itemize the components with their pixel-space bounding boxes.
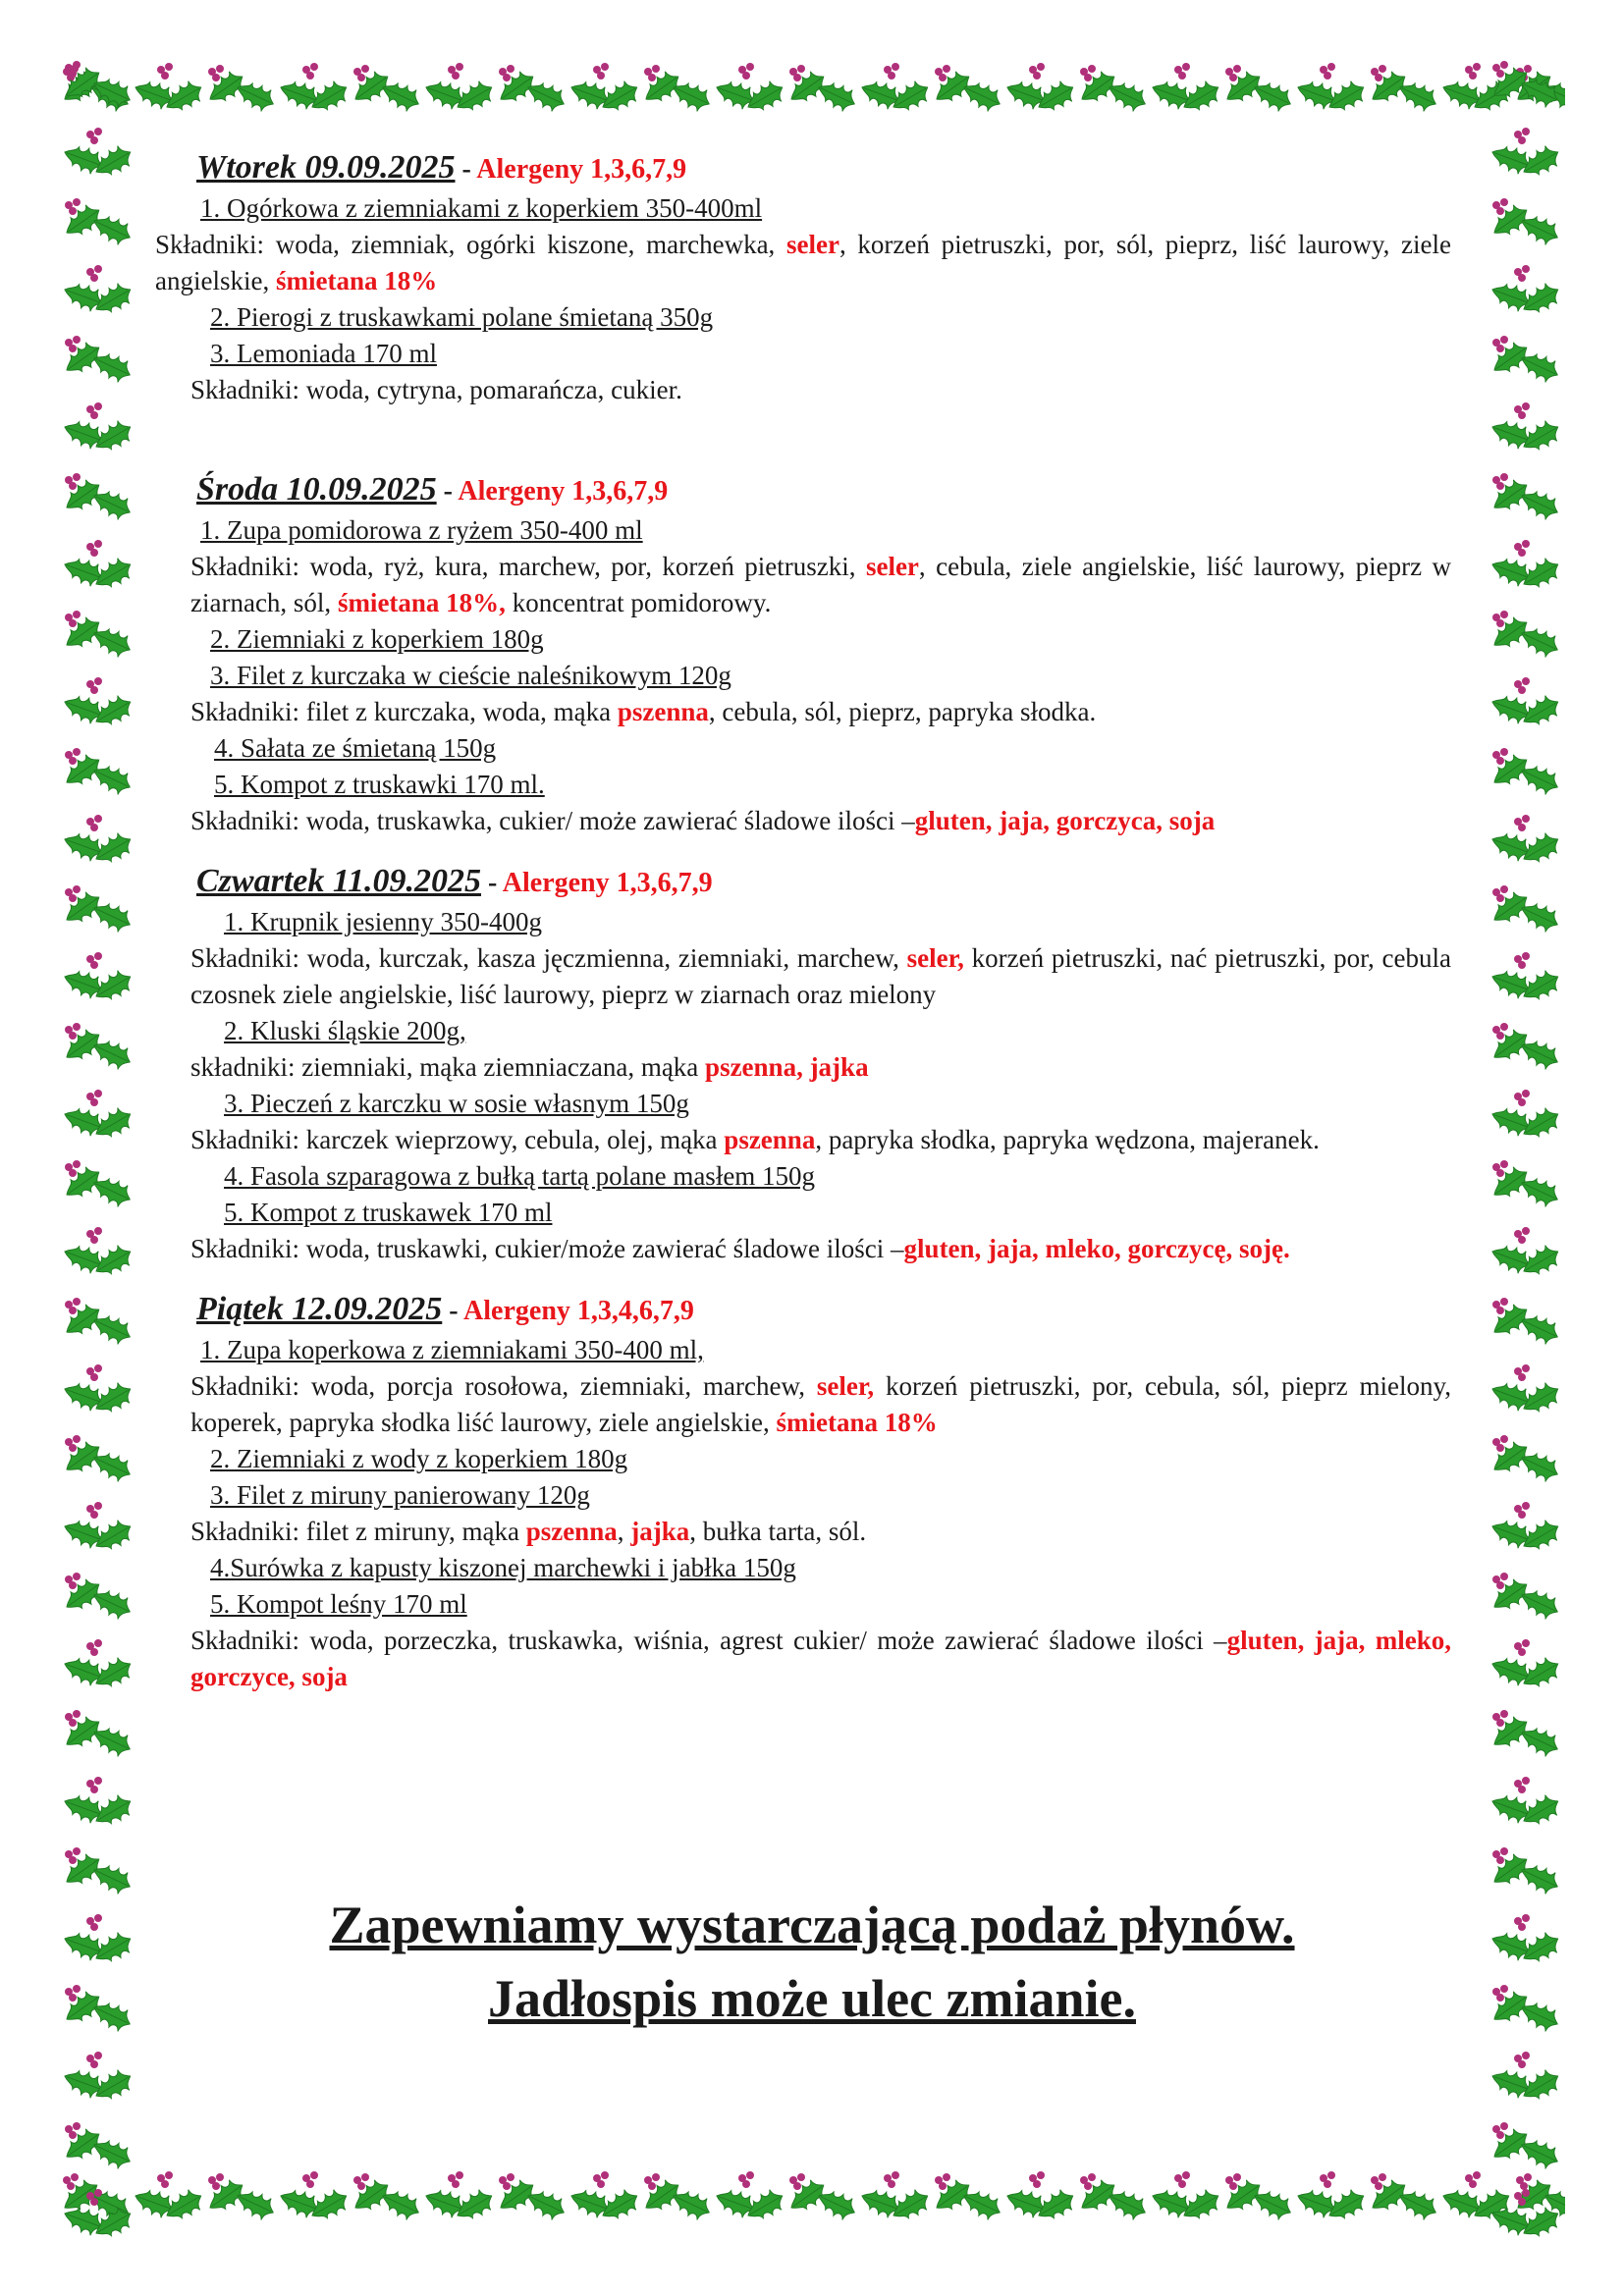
dish-name: 4. Sałata ze śmietaną 150g: [214, 733, 497, 763]
ingredient-segment: koncentrat pomidorowy.: [505, 588, 772, 617]
holly-leaf-icon: [132, 58, 210, 127]
footer-menu-change-note: Jadłospis może ulec zmianie.: [488, 1969, 1136, 2028]
holly-leaf-icon: [1489, 879, 1565, 947]
holly-leaf-icon: [61, 1016, 137, 1085]
holly-leaf-icon: [1489, 1085, 1565, 1153]
holly-leaf-icon: [1003, 58, 1082, 127]
ingredients-text: [175, 1049, 1451, 1086]
allergen-highlight: pszenna: [724, 1125, 816, 1154]
allergens-label: Alergeny 1,3,6,7,9: [458, 476, 669, 507]
dash-separator: -: [480, 868, 503, 898]
ingredients-text: [155, 227, 1451, 299]
holly-leaf-icon: [1294, 58, 1373, 127]
holly-leaf-icon: [61, 54, 137, 123]
holly-leaf-icon: [858, 2166, 937, 2235]
ingredient-segment: , korzeń pietruszki, por, sól, pieprz, liść laurowy, ziele angielskie,: [155, 230, 1451, 295]
dish-name: 3. Filet z miruny panierowany 120g: [210, 1480, 590, 1510]
allergen-highlight: śmietana 18%,: [337, 588, 506, 617]
holly-leaf-icon: [1489, 191, 1565, 260]
ingredient-segment: , cebula, ziele angielskie, liść laurowy, pieprz w ziarnach, sól,: [190, 552, 1452, 617]
dish-item: [175, 190, 1451, 227]
holly-leaf-icon: [568, 2166, 646, 2235]
holly-leaf-icon: [1076, 2166, 1155, 2235]
day-section: [175, 467, 1451, 839]
holly-leaf-icon: [1149, 2166, 1227, 2235]
dish-item: [175, 1013, 1451, 1049]
holly-leaf-icon: [1489, 604, 1565, 672]
holly-leaf-icon: [1489, 260, 1565, 329]
dish-item: [175, 658, 1451, 694]
holly-leaf-icon: [1489, 2115, 1565, 2184]
holly-leaf-icon: [422, 2166, 501, 2235]
holly-leaf-icon: [1489, 1497, 1565, 1566]
ingredient-segment: korzeń pietruszki, nać pietruszki, por, cebula czosnek ziele angielskie, liść laurowy, pieprz w ziarnach oraz mielony: [190, 943, 1452, 1009]
holly-leaf-icon: [61, 535, 137, 604]
holly-leaf-icon: [1489, 1772, 1565, 1841]
dash-separator: -: [436, 476, 459, 507]
holly-leaf-icon: [132, 2166, 210, 2235]
day-title: Środa 10.09.2025: [196, 471, 437, 507]
holly-leaf-icon: [1489, 329, 1565, 398]
holly-leaf-icon: [61, 1497, 137, 1566]
ingredient-segment: Składniki: karczek wieprzowy, cebula, olej, mąka: [190, 1125, 725, 1154]
ingredients-text: [175, 549, 1451, 621]
dish-name: 2. Kluski śląskie 200g,: [224, 1016, 466, 1045]
holly-leaf-icon: [785, 2166, 864, 2235]
holly-leaf-icon: [61, 1634, 137, 1703]
ingredients-text: [175, 803, 1451, 839]
holly-leaf-icon: [61, 2115, 137, 2184]
holly-leaf-icon: [61, 2047, 137, 2115]
holly-leaf-icon: [204, 2166, 283, 2235]
holly-leaf-icon: [350, 2166, 428, 2235]
holly-leaf-icon: [1489, 535, 1565, 604]
holly-leaf-icon: [1489, 1360, 1565, 1428]
holly-leaf-icon: [495, 58, 573, 127]
holly-leaf-icon: [858, 58, 937, 127]
holly-leaf-icon: [1221, 2166, 1300, 2235]
holly-leaf-icon: [1489, 1016, 1565, 1085]
day-section: [175, 859, 1451, 1267]
holly-leaf-icon: [1489, 672, 1565, 741]
dish-name: 4.Surówka z kapusty kiszonej marchewki i jabłka 150g: [210, 1553, 796, 1582]
allergen-highlight: jajka: [630, 1517, 690, 1546]
dash-separator: -: [455, 154, 477, 185]
dish-name: 5. Kompot z truskawki 170 ml.: [214, 770, 545, 799]
ingredients-text: [175, 940, 1451, 1013]
day-header: [175, 467, 1451, 512]
dish-item: [175, 1477, 1451, 1514]
allergens-label: Alergeny 1,3,4,6,7,9: [463, 1296, 694, 1326]
dish-name: 3. Filet z kurczaka w cieście naleśnikowym 120g: [210, 661, 731, 690]
holly-leaf-icon: [1489, 2184, 1565, 2241]
holly-leaf-icon: [61, 1222, 137, 1291]
dish-name: 2. Ziemniaki z wody z koperkiem 180g: [210, 1444, 628, 1473]
ingredients-text: [175, 372, 1451, 408]
allergen-highlight: seler,: [906, 943, 964, 973]
ingredients-text: [175, 1514, 1451, 1550]
dish-name: 4. Fasola szparagowa z bułką tartą polane masłem 150g: [224, 1161, 816, 1191]
holly-leaf-icon: [1149, 58, 1227, 127]
allergen-highlight: seler: [786, 230, 839, 259]
holly-leaf-icon: [61, 2184, 137, 2241]
footer-fluids-note: Zapewniamy wystarczającą podaż płynów.: [329, 1896, 1295, 1954]
ingredient-segment: korzeń pietruszki, por, cebula, sól, pieprz mielony, koperek, papryka słodka liść laurowy, ziele angielskie,: [190, 1371, 1451, 1437]
holly-leaf-icon: [568, 58, 646, 127]
day-header: [175, 1287, 1451, 1332]
allergen-highlight: pszenna, jajka: [705, 1052, 869, 1082]
holly-leaf-icon: [204, 58, 283, 127]
holly-leaf-icon: [61, 947, 137, 1016]
holly-leaf-icon: [61, 1153, 137, 1222]
day-header: [175, 145, 1451, 190]
allergens-label: Alergeny 1,3,6,7,9: [476, 154, 687, 185]
allergen-highlight: pszenna: [617, 697, 709, 726]
holly-leaf-icon: [1221, 58, 1300, 127]
ingredients-text: [175, 694, 1451, 730]
holly-leaf-icon: [1367, 58, 1445, 127]
dish-name: 3. Pieczeń z karczku w sosie własnym 150g: [224, 1089, 689, 1118]
holly-leaf-icon: [1489, 1428, 1565, 1497]
dish-item: [175, 904, 1451, 940]
holly-leaf-icon: [1489, 1634, 1565, 1703]
holly-leaf-icon: [1003, 2166, 1082, 2235]
ingredient-segment: Składniki: woda, ziemniak, ogórki kiszone, marchewka,: [155, 230, 786, 259]
dish-item: [175, 730, 1451, 767]
holly-leaf-icon: [61, 260, 137, 329]
ingredient-segment: ,: [617, 1517, 631, 1546]
dish-name: 2. Pierogi z truskawkami polane śmietaną 350g: [210, 302, 714, 332]
dish-name: 5. Kompot z truskawek 170 ml: [224, 1198, 553, 1227]
holly-leaf-icon: [61, 329, 137, 398]
holly-leaf-icon: [931, 2166, 1009, 2235]
dish-name: 1. Zupa koperkowa z ziemniakami 350-400 ml,: [200, 1335, 704, 1364]
allergen-highlight: śmietana 18%: [275, 266, 438, 295]
ingredient-segment: , cebula, sól, pieprz, papryka słodka.: [708, 697, 1097, 726]
ingredient-segment: składniki: ziemniaki, mąka ziemniaczana, mąka: [190, 1052, 706, 1082]
holly-leaf-icon: [277, 2166, 355, 2235]
holly-leaf-icon: [61, 1566, 137, 1634]
holly-leaf-icon: [422, 58, 501, 127]
holly-leaf-icon: [61, 398, 137, 466]
dish-item: [175, 1332, 1451, 1368]
holly-leaf-icon: [61, 1703, 137, 1772]
dish-name: 2. Ziemniaki z koperkiem 180g: [210, 624, 544, 654]
holly-leaf-icon: [61, 810, 137, 879]
allergen-highlight: pszenna: [525, 1517, 618, 1546]
allergen-highlight: seler: [865, 552, 919, 581]
ingredient-segment: , papryka słodka, papryka wędzona, majeranek.: [815, 1125, 1320, 1154]
allergens-label: Alergeny 1,3,6,7,9: [502, 868, 713, 898]
menu-content: [155, 145, 1452, 1695]
day-title: Czwartek 11.09.2025: [196, 863, 481, 899]
allergen-highlight: gluten, jaja, mleko, gorczycę, soję.: [903, 1234, 1290, 1263]
ingredients-text: [175, 1122, 1451, 1158]
holly-leaf-icon: [1489, 2047, 1565, 2115]
holly-leaf-icon: [1294, 2166, 1373, 2235]
holly-leaf-icon: [61, 604, 137, 672]
ingredient-segment: Składniki: filet z kurczaka, woda, mąka: [190, 697, 618, 726]
holly-leaf-icon: [785, 58, 864, 127]
ingredient-segment: Składniki: woda, cytryna, pomarańcza, cukier.: [190, 375, 682, 404]
holly-leaf-icon: [713, 58, 791, 127]
day-section: [155, 145, 1451, 408]
ingredient-segment: , bułka tarta, sól.: [689, 1517, 867, 1546]
dish-name: 1. Zupa pomidorowa z ryżem 350-400 ml: [200, 515, 643, 545]
dish-name: 1. Ogórkowa z ziemniakami z koperkiem 350-400ml: [200, 193, 763, 223]
holly-leaf-icon: [61, 1085, 137, 1153]
holly-leaf-icon: [61, 191, 137, 260]
holly-leaf-icon: [1489, 1291, 1565, 1360]
holly-leaf-icon: [1489, 810, 1565, 879]
ingredient-segment: Składniki: woda, truskawka, cukier/ może zawierać śladowe ilości –: [190, 806, 915, 835]
holly-leaf-icon: [1489, 947, 1565, 1016]
dish-item: [175, 1550, 1451, 1586]
ingredient-segment: Składniki: woda, porzeczka, truskawka, wiśnia, agrest cukier/ może zawierać śladowe ilości –: [190, 1626, 1227, 1655]
holly-leaf-icon: [277, 58, 355, 127]
dish-item: [175, 1158, 1451, 1195]
holly-leaf-icon: [61, 672, 137, 741]
holly-leaf-icon: [1489, 466, 1565, 535]
holly-leaf-icon: [1489, 741, 1565, 810]
day-section: [175, 1287, 1451, 1695]
allergen-highlight: seler,: [816, 1371, 875, 1401]
holly-leaf-icon: [640, 2166, 719, 2235]
ingredient-segment: Składniki: woda, ryż, kura, marchew, por, korzeń pietruszki,: [190, 552, 866, 581]
holly-leaf-icon: [61, 123, 137, 191]
allergen-highlight: śmietana 18%: [776, 1408, 938, 1437]
holly-leaf-icon: [61, 1360, 137, 1428]
dish-item: [175, 1586, 1451, 1623]
ingredient-segment: Składniki: woda, truskawki, cukier/może zawierać śladowe ilości –: [190, 1234, 904, 1263]
holly-leaf-icon: [1489, 1703, 1565, 1772]
holly-leaf-icon: [61, 466, 137, 535]
dish-item: [175, 621, 1451, 658]
ingredients-text: [175, 1231, 1451, 1267]
dish-item: [175, 512, 1451, 549]
day-title: Piątek 12.09.2025: [196, 1291, 443, 1327]
allergen-highlight: gluten, jaja, gorczyca, soja: [914, 806, 1216, 835]
holly-leaf-icon: [1489, 398, 1565, 466]
holly-border-top: [59, 54, 1565, 133]
day-header: [175, 859, 1451, 904]
dish-item: [175, 336, 1451, 372]
holly-leaf-icon: [350, 58, 428, 127]
holly-leaf-icon: [1489, 1153, 1565, 1222]
holly-leaf-icon: [61, 1772, 137, 1841]
holly-leaf-icon: [61, 741, 137, 810]
holly-leaf-icon: [1489, 1222, 1565, 1291]
dish-item: [175, 767, 1451, 803]
allergen-highlight: gluten, jaja, mleko, gorczyce, soja: [190, 1626, 1452, 1691]
holly-leaf-icon: [1489, 1566, 1565, 1634]
holly-leaf-icon: [61, 1428, 137, 1497]
dish-item: [175, 1195, 1451, 1231]
holly-leaf-icon: [1489, 123, 1565, 191]
ingredient-segment: Składniki: filet z miruny, mąka: [190, 1517, 526, 1546]
holly-border-bottom: [59, 2163, 1565, 2241]
ingredients-text: [175, 1623, 1451, 1695]
holly-leaf-icon: [1489, 54, 1565, 123]
holly-leaf-icon: [713, 2166, 791, 2235]
dish-item: [175, 299, 1451, 336]
dish-name: 1. Krupnik jesienny 350-400g: [224, 907, 542, 936]
holly-leaf-icon: [1367, 2166, 1445, 2235]
holly-leaf-icon: [1076, 58, 1155, 127]
day-title: Wtorek 09.09.2025: [196, 149, 456, 186]
holly-leaf-icon: [640, 58, 719, 127]
holly-leaf-icon: [61, 1291, 137, 1360]
dish-name: 5. Kompot leśny 170 ml: [210, 1589, 467, 1619]
dish-name: 3. Lemoniada 170 ml: [210, 339, 437, 368]
ingredient-segment: Składniki: woda, porcja rosołowa, ziemniaki, marchew,: [190, 1371, 817, 1401]
holly-leaf-icon: [61, 879, 137, 947]
ingredients-text: [175, 1368, 1451, 1441]
ingredient-segment: Składniki: woda, kurczak, kasza jęczmienna, ziemniaki, marchew,: [190, 943, 907, 973]
dish-item: [175, 1441, 1451, 1477]
holly-leaf-icon: [931, 58, 1009, 127]
dash-separator: -: [442, 1296, 464, 1326]
holly-leaf-icon: [495, 2166, 573, 2235]
dish-item: [175, 1086, 1451, 1122]
